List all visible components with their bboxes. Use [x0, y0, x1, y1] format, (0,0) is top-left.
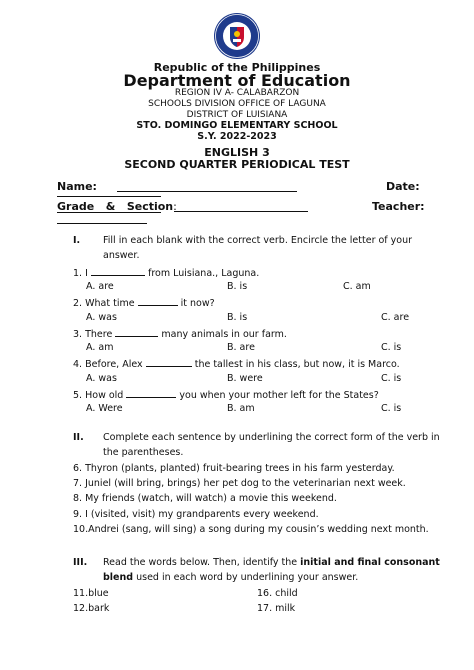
date-field[interactable] — [57, 196, 161, 197]
district-text: DISTRICT OF LUISIANA — [186, 110, 288, 120]
question-9: 9. I (visited, visit) my grandparents every weekend. — [73, 509, 319, 520]
deped-seal-logo — [213, 12, 261, 60]
word-16: 16. child — [257, 588, 298, 599]
q2-option-a[interactable]: A. was — [86, 312, 117, 323]
q4-option-c[interactable]: C. is — [381, 373, 402, 384]
q1-option-c[interactable]: C. am — [343, 281, 371, 292]
question-8: 8. My friends (watch, will watch) a movie this weekend. — [73, 493, 337, 504]
question-7: 7. Juniel (will bring, brings) her pet dog to the veterinarian next week. — [73, 478, 406, 489]
test-subject: ENGLISH 3 — [204, 146, 270, 159]
name-field[interactable] — [117, 191, 297, 192]
word-17: 17. milk — [257, 603, 296, 614]
teacher-label: Teacher: — [372, 200, 425, 213]
q4-option-a[interactable]: A. was — [86, 373, 117, 384]
name-label: Name: — [57, 180, 97, 193]
grade-underline — [57, 212, 161, 213]
q5-option-b[interactable]: B. am — [227, 403, 255, 414]
q3-option-c[interactable]: C. is — [381, 342, 402, 353]
question-3: 3. There many animals in our farm. — [73, 329, 287, 340]
q1-option-a[interactable]: A. are — [86, 281, 114, 292]
part2-instruction: Complete each sentence by underlining the correct form of the verb in — [103, 432, 440, 443]
question-10: 10.Andrei (sang, will sing) a song during my cousin’s wedding next month. — [73, 524, 429, 535]
answer-blank[interactable] — [91, 266, 145, 276]
division-text: SCHOOLS DIVISION OFFICE OF LAGUNA — [148, 99, 326, 109]
part3-numeral: III. — [73, 557, 88, 568]
answer-blank[interactable] — [126, 388, 176, 398]
question-2: 2. What time it now? — [73, 298, 215, 309]
q3-option-a[interactable]: A. am — [86, 342, 114, 353]
date-label: Date: — [386, 180, 420, 193]
q4-option-b[interactable]: B. were — [227, 373, 263, 384]
teacher-field[interactable] — [57, 223, 147, 224]
answer-blank[interactable] — [115, 327, 158, 337]
republic-text: Republic of the Philippines — [153, 61, 321, 74]
q3-option-b[interactable]: B. are — [227, 342, 255, 353]
part2-numeral: II. — [73, 432, 84, 443]
part3-instruction-cont: blend used in each word by underlining your answer. — [103, 572, 359, 583]
q5-option-c[interactable]: C. is — [381, 403, 402, 414]
question-6: 6. Thyron (plants, planted) fruit-bearing trees in his farm yesterday. — [73, 463, 395, 474]
test-title: SECOND QUARTER PERIODICAL TEST — [124, 158, 350, 171]
section-field[interactable] — [174, 211, 308, 212]
department-text: Department of Education — [123, 71, 351, 90]
word-11: 11.blue — [73, 588, 109, 599]
answer-blank[interactable] — [138, 296, 178, 306]
word-12: 12.bark — [73, 603, 110, 614]
part1-instruction: Fill in each blank with the correct verb. Encircle the letter of your — [103, 235, 413, 246]
question-4: 4. Before, Alex the tallest in his class, but now, it is Marco. — [73, 359, 400, 370]
part1-numeral: I. — [73, 235, 81, 246]
region-text: REGION IV A- CALABARZON — [174, 88, 300, 98]
q1-option-b[interactable]: B. is — [227, 281, 248, 292]
q5-option-a[interactable]: A. Were — [86, 403, 123, 414]
q2-option-c[interactable]: C. are — [381, 312, 410, 323]
part3-instruction: Read the words below. Then, identify the initial and final consonant — [103, 557, 440, 568]
question-5: 5. How old you when your mother left for the States? — [73, 390, 379, 401]
school-name: STO. DOMINGO ELEMENTARY SCHOOL — [136, 120, 338, 131]
school-year: S.Y. 2022-2023 — [197, 131, 277, 142]
question-1: 1. I from Luisiana., Laguna. — [73, 268, 260, 279]
grade-section-label: Grade & Section: — [57, 200, 177, 213]
part1-instruction-cont: answer. — [103, 250, 140, 261]
answer-blank[interactable] — [146, 357, 192, 367]
part2-instruction-cont: the parentheses. — [103, 447, 184, 458]
q2-option-b[interactable]: B. is — [227, 312, 248, 323]
